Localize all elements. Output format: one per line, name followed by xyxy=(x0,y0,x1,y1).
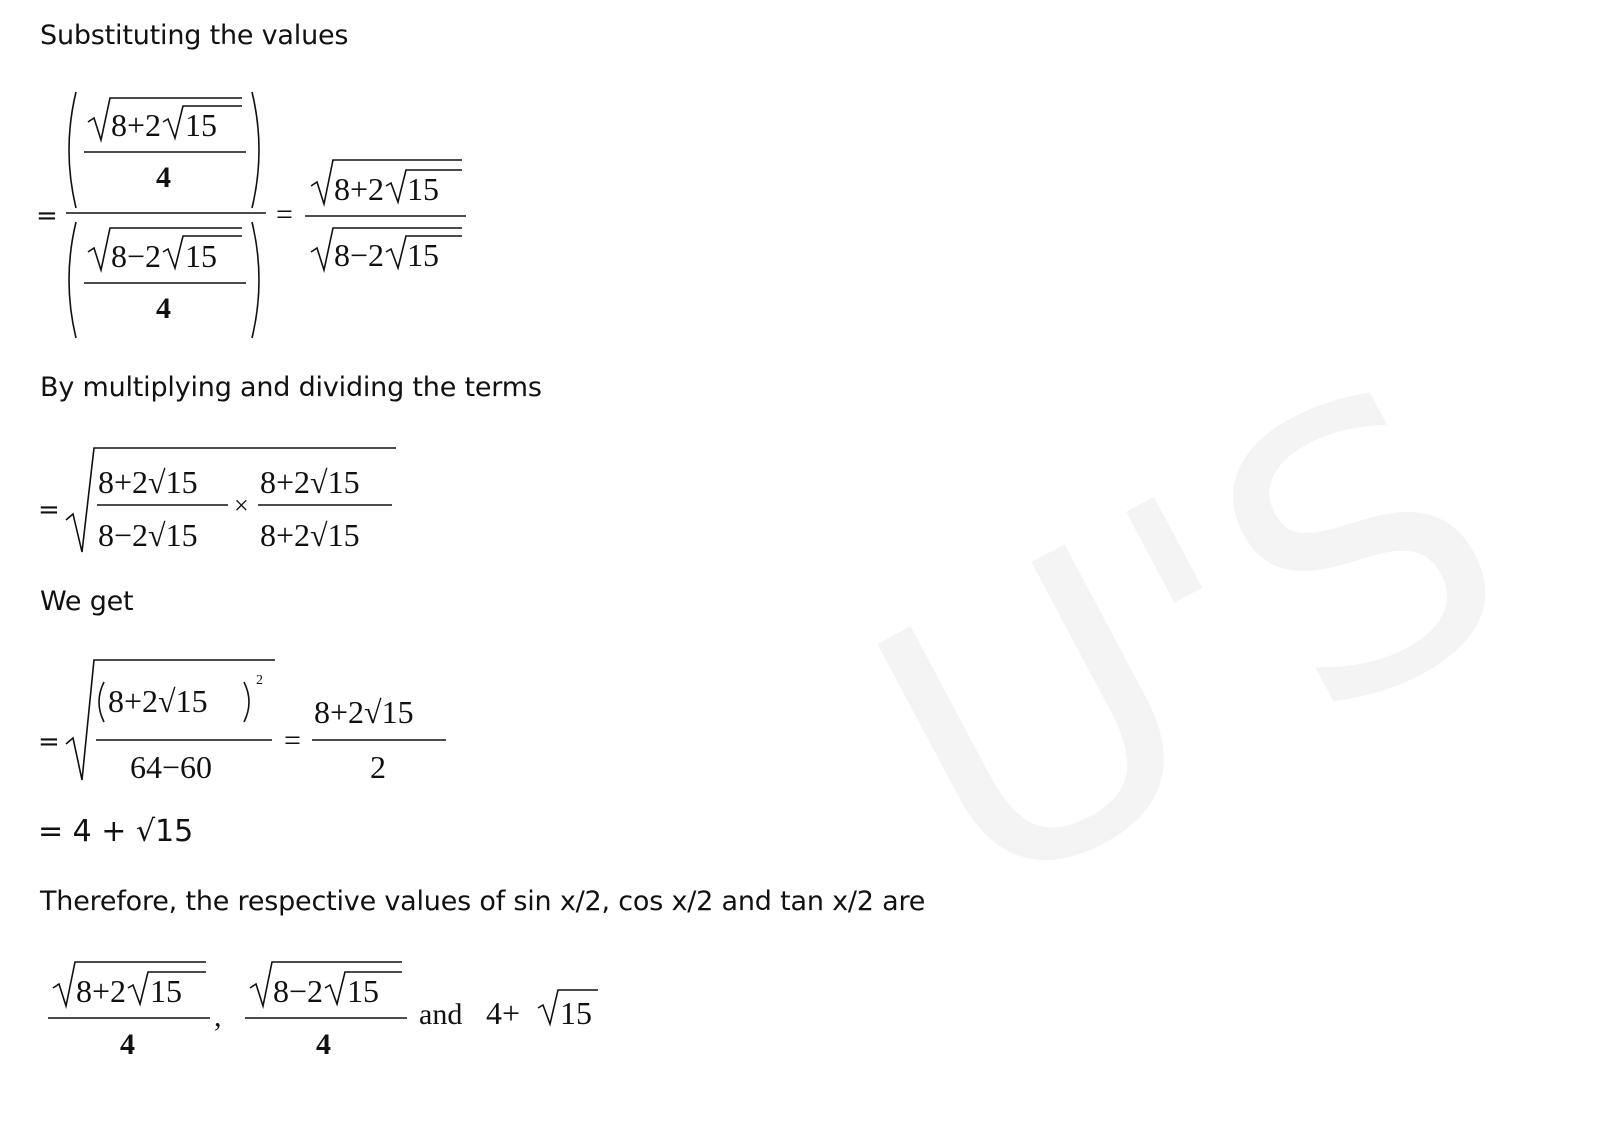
equation-multiplying xyxy=(38,448,396,553)
equals-sign: = xyxy=(38,727,60,757)
radicand-b: 15 xyxy=(185,238,217,274)
squared-base: 8+2√15 xyxy=(108,683,208,719)
tan-term: 4+ xyxy=(486,995,521,1031)
radicand-a: 8−2 xyxy=(334,237,385,273)
radicand-a: 8−2 xyxy=(273,973,324,1009)
inner-numerator: 8+2√15 xyxy=(260,464,360,500)
inner-denominator: 8+2√15 xyxy=(260,517,360,553)
radicand-b: 15 xyxy=(560,995,592,1031)
radicand-b: 15 xyxy=(150,973,182,1009)
denominator: 2 xyxy=(370,749,386,785)
right-paren xyxy=(244,682,249,722)
left-paren xyxy=(99,682,104,722)
equation-we-get xyxy=(38,660,446,785)
inner-numerator: 8+2√15 xyxy=(98,464,198,500)
heading-substituting: Substituting the values xyxy=(40,20,349,51)
inner-denominator: 8−2√15 xyxy=(98,517,198,553)
radicand-a: 8+2 xyxy=(334,171,385,207)
radicand-b: 15 xyxy=(347,973,379,1009)
radicand-a: 8−2 xyxy=(111,238,162,274)
denominator: 64−60 xyxy=(130,749,213,785)
left-paren xyxy=(69,92,76,208)
equals-sign: = xyxy=(38,495,60,525)
radicand-a: 8+2 xyxy=(76,973,127,1009)
equation-substitution xyxy=(36,92,466,338)
heading-we-get: We get xyxy=(40,586,134,617)
times-sign: × xyxy=(234,491,249,520)
radicand-b: 15 xyxy=(185,107,217,143)
equals-sign: = xyxy=(284,724,301,757)
heading-multiplying: By multiplying and dividing the terms xyxy=(40,372,542,403)
radicand-b: 15 xyxy=(407,171,439,207)
equals-sign: = xyxy=(276,198,293,231)
right-paren xyxy=(252,222,259,338)
right-paren xyxy=(252,92,259,208)
numerator: 8+2√15 xyxy=(314,694,414,730)
radicand-b: 15 xyxy=(407,237,439,273)
denominator: 4 xyxy=(120,1028,135,1061)
equals-sign: = xyxy=(36,201,58,231)
left-paren xyxy=(69,222,76,338)
heading-therefore: Therefore, the respective values of sin x/2, cos x/2 and tan x/2 are xyxy=(40,886,926,917)
comma: , xyxy=(214,1000,222,1033)
watermark: U'S xyxy=(812,299,1572,984)
denominator: 4 xyxy=(316,1028,331,1061)
and-word: and xyxy=(419,998,463,1031)
radicand-a: 8+2 xyxy=(111,107,162,143)
denominator: 4 xyxy=(156,161,171,194)
result-line: = 4 + √15 xyxy=(38,814,194,849)
equation-final-values xyxy=(48,962,598,1061)
exponent: 2 xyxy=(256,673,263,688)
denominator: 4 xyxy=(156,292,171,325)
